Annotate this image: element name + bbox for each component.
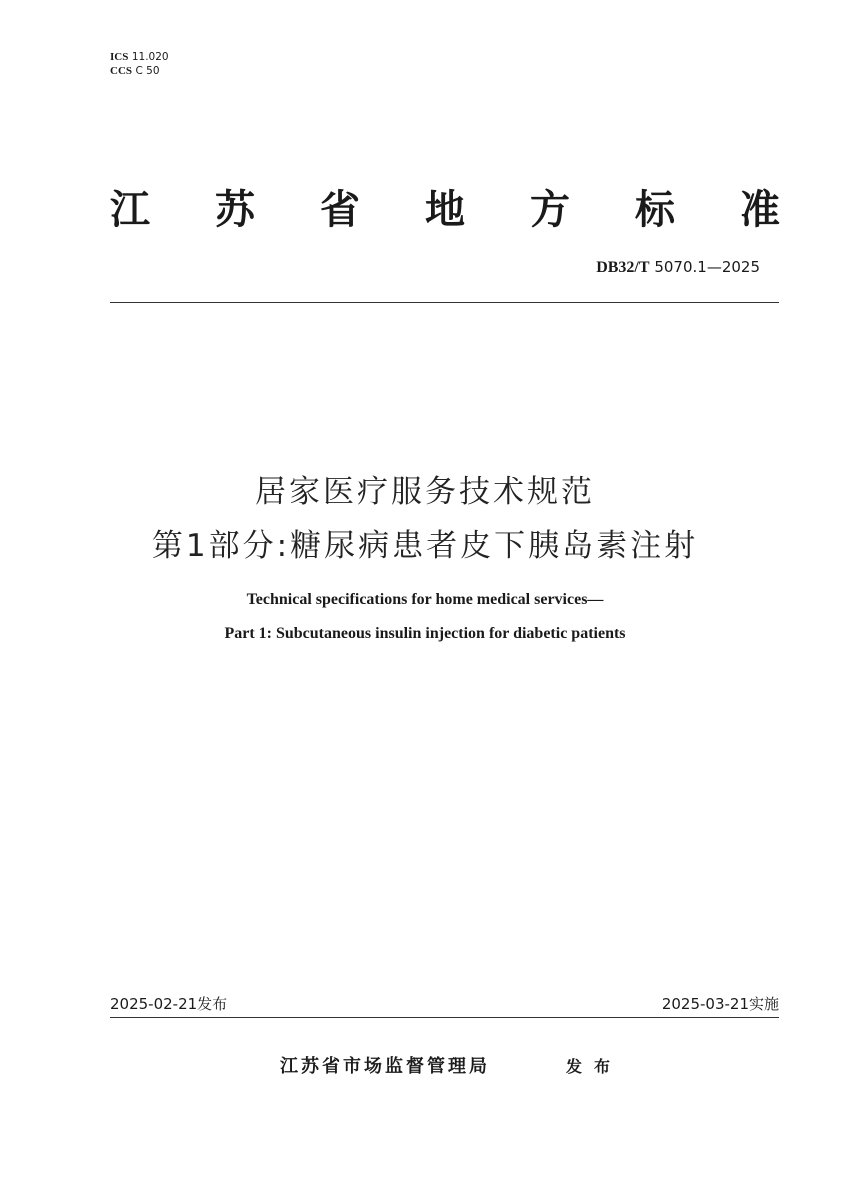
heading-char: 准	[740, 186, 780, 233]
english-title-line1: Technical specifications for home medical services—	[246, 591, 604, 608]
standard-number	[596, 258, 760, 277]
top-divider	[110, 302, 779, 303]
ccs-value: C 50	[135, 65, 160, 77]
heading-char: 苏	[215, 186, 255, 233]
publisher-name: 江苏省市场监督管理局	[280, 1056, 490, 1077]
bottom-divider	[110, 1017, 779, 1018]
heading-char: 地	[425, 186, 465, 233]
standard-number-rest: 5070.1—2025	[654, 258, 760, 276]
heading-char: 省	[320, 186, 360, 233]
ics-label: ICS	[110, 51, 129, 63]
heading-char: 方	[530, 186, 570, 233]
ccs-label: CCS	[110, 65, 133, 77]
chinese-title-line1: 居家医疗服务技术规范	[255, 474, 595, 510]
heading-char: 江	[110, 186, 150, 233]
ics-value: 11.020	[131, 51, 169, 63]
english-title-line2: Part 1: Subcutaneous insulin injection for diabetic patients	[224, 625, 626, 642]
ics-code	[110, 50, 169, 64]
standard-number-prefix: DB32/T	[596, 259, 650, 276]
chinese-title-line2: 第1部分:糖尿病患者皮下胰岛素注射	[151, 528, 699, 564]
implementation-date: 2025-03-21实施	[661, 995, 779, 1013]
ccs-code	[110, 64, 169, 78]
standard-type-heading	[110, 178, 780, 234]
classification-codes	[110, 50, 169, 78]
publish-date: 2025-02-21发布	[110, 995, 228, 1013]
release-label: 发布	[566, 1057, 623, 1076]
heading-char: 标	[635, 186, 675, 233]
